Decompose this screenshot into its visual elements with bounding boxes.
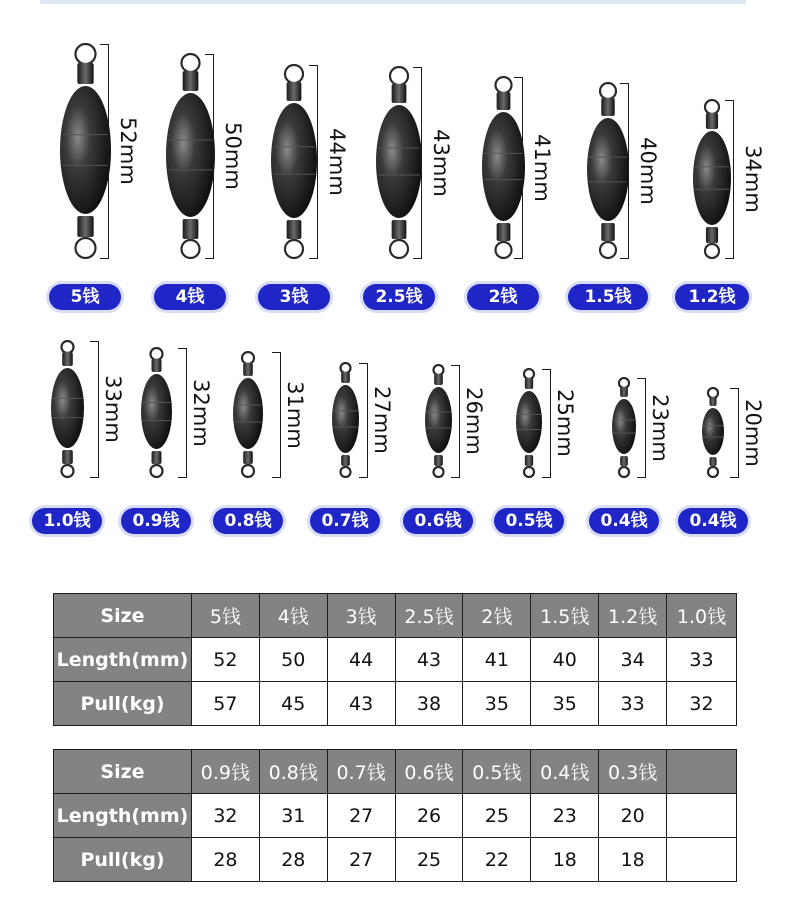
swivel-ring-bottom: [524, 467, 534, 477]
swivel-barrel-bottom: [243, 451, 253, 464]
sinker-image: [597, 377, 651, 478]
length-cell: 41: [463, 638, 531, 682]
length-cell: 31: [259, 794, 327, 838]
length-label: 44mm: [325, 127, 349, 196]
dimension-cap-top: [542, 369, 551, 370]
length-row: [54, 638, 737, 682]
length-header: Length(mm): [54, 794, 192, 838]
length-label: 27mm: [370, 386, 394, 454]
pull-row: [54, 682, 737, 726]
dimension-line: [280, 352, 281, 477]
size-cell: 3钱: [327, 594, 395, 638]
dimension-line: [367, 363, 368, 477]
pull-cell: 38: [395, 682, 463, 726]
swivel-barrel-top: [620, 387, 628, 397]
swivel-barrel-bottom: [434, 455, 443, 466]
sinker-image: [218, 351, 278, 478]
swivel-barrel-top: [341, 372, 350, 383]
length-label: 50mm: [221, 122, 245, 190]
dimension-line: [186, 348, 187, 477]
sinker-body: [516, 391, 542, 453]
swivel-ring-top: [619, 378, 629, 388]
swivel-ring-bottom: [61, 465, 73, 477]
length-cell: 44: [327, 638, 395, 682]
weight-badge: 0.6钱: [403, 508, 473, 534]
swivel-ring-top: [433, 365, 443, 375]
sinker-image: [317, 362, 374, 478]
length-cell: 50: [259, 638, 327, 682]
swivel-barrel-top: [709, 397, 716, 406]
weight-badge: 4钱: [154, 284, 226, 310]
dimension-line: [98, 341, 99, 477]
weight-badge: 0.4钱: [678, 508, 748, 534]
size-cell: [667, 750, 737, 794]
sinker-body: [332, 385, 359, 453]
weight-badge: 0.8钱: [213, 508, 283, 534]
sinker-body: [425, 387, 452, 453]
length-label: 41mm: [530, 133, 554, 202]
sinker-image: [36, 340, 99, 478]
swivel-barrel-bottom: [151, 451, 161, 464]
length-cell: 34: [599, 638, 667, 682]
length-label: 20mm: [741, 398, 765, 467]
size-cell: 0.8钱: [259, 750, 327, 794]
pull-cell: 18: [531, 838, 599, 882]
length-header: Length(mm): [54, 638, 192, 682]
length-cell: 32: [191, 794, 259, 838]
spec-table-2: [53, 749, 737, 882]
dimension-cap-top: [178, 348, 187, 349]
pull-cell: 18: [599, 838, 667, 882]
swivel-ring-bottom: [242, 465, 254, 477]
swivel-ring-bottom: [150, 465, 162, 477]
swivel-ring-bottom: [433, 467, 443, 477]
size-row: [54, 594, 737, 638]
length-label: 32mm: [189, 378, 213, 447]
length-label: 25mm: [553, 389, 577, 457]
dimension-cap-top: [451, 365, 460, 366]
size-row: [54, 750, 737, 794]
dimension-cap-top: [90, 341, 99, 342]
pull-header: Pull(kg): [54, 838, 192, 882]
size-cell: 1.0钱: [667, 594, 737, 638]
length-cell: 52: [191, 638, 259, 682]
pull-row: [54, 838, 737, 882]
swivel-barrel-top: [525, 378, 533, 389]
swivel-barrel-top: [243, 363, 253, 376]
swivel-ring-bottom: [340, 467, 350, 477]
sinker-body: [141, 374, 172, 449]
weight-badge: 2.5钱: [363, 284, 435, 310]
pull-cell: [667, 838, 737, 882]
weight-badge: 1.5钱: [568, 284, 648, 310]
dimension-cap-bottom: [637, 477, 646, 478]
length-cell: 43: [395, 638, 463, 682]
sinker-image: [126, 347, 187, 478]
swivel-barrel-top: [151, 359, 161, 372]
length-label: 40mm: [636, 136, 660, 205]
length-cell: 26: [395, 794, 463, 838]
sinker-body: [702, 408, 724, 455]
swivel-barrel-bottom: [709, 457, 716, 466]
dimension-cap-top: [359, 363, 368, 364]
sinker-image: [687, 387, 739, 478]
swivel-ring-bottom: [708, 467, 718, 477]
dimension-cap-top: [272, 352, 281, 353]
length-cell: 20: [599, 794, 667, 838]
swivel-barrel-top: [434, 374, 443, 385]
size-cell: 2.5钱: [395, 594, 463, 638]
size-cell: 0.9钱: [191, 750, 259, 794]
weight-badge: 0.5钱: [494, 508, 564, 534]
length-cell: [667, 794, 737, 838]
size-cell: 0.5钱: [463, 750, 531, 794]
weight-badge: 0.7钱: [310, 508, 380, 534]
swivel-barrel-top: [62, 352, 73, 366]
dimension-cap-bottom: [451, 477, 460, 478]
length-row: [54, 794, 737, 838]
dimension-cap-bottom: [542, 477, 551, 478]
weight-badge: 2钱: [467, 284, 539, 310]
size-header: Size: [54, 594, 192, 638]
dimension-cap-top: [730, 388, 739, 389]
dimension-cap-top: [637, 378, 646, 379]
swivel-barrel-bottom: [62, 450, 73, 464]
dimension-cap-bottom: [730, 477, 739, 478]
length-cell: 27: [327, 794, 395, 838]
pull-cell: 35: [531, 682, 599, 726]
dimension-cap-bottom: [178, 477, 187, 478]
length-label: 43mm: [429, 128, 453, 197]
dimension-line: [550, 369, 551, 477]
weight-badge: 1.0钱: [32, 508, 102, 534]
length-cell: 33: [667, 638, 737, 682]
dimension-cap-bottom: [272, 477, 281, 478]
swivel-ring-bottom: [619, 467, 629, 477]
weight-badge: 5钱: [49, 284, 121, 310]
dimension-line: [645, 378, 646, 477]
swivel-ring-top: [524, 369, 534, 379]
length-cell: 40: [531, 638, 599, 682]
swivel-barrel-bottom: [525, 455, 533, 466]
pull-cell: 28: [259, 838, 327, 882]
sinker-body: [612, 399, 636, 454]
sinker-image: [501, 368, 557, 478]
swivel-barrel-bottom: [620, 456, 628, 466]
length-label: 52mm: [116, 117, 140, 185]
pull-cell: 57: [191, 682, 259, 726]
sinker-body: [51, 368, 84, 448]
weight-badge: 0.4钱: [589, 508, 659, 534]
pull-cell: 22: [463, 838, 531, 882]
spec-table-1: [53, 593, 737, 726]
pull-cell: 28: [191, 838, 259, 882]
size-cell: 0.6钱: [395, 750, 463, 794]
weight-badge: 3钱: [258, 284, 330, 310]
swivel-ring-top: [242, 352, 254, 364]
size-cell: 5钱: [191, 594, 259, 638]
pull-cell: 32: [667, 682, 737, 726]
length-label: 33mm: [101, 375, 125, 443]
dimension-cap-bottom: [90, 477, 99, 478]
swivel-barrel-bottom: [341, 455, 350, 466]
size-cell: 0.4钱: [531, 750, 599, 794]
pull-cell: 43: [327, 682, 395, 726]
dimension-cap-bottom: [359, 477, 368, 478]
size-header: Size: [54, 750, 192, 794]
dimension-line: [459, 365, 460, 477]
size-cell: 4钱: [259, 594, 327, 638]
pull-header: Pull(kg): [54, 682, 192, 726]
size-cell: 1.5钱: [531, 594, 599, 638]
weight-badge: 1.2钱: [675, 284, 749, 310]
length-label: 34mm: [741, 145, 765, 213]
weight-badge: 0.9钱: [121, 508, 191, 534]
length-cell: 23: [531, 794, 599, 838]
size-cell: 0.3钱: [599, 750, 667, 794]
size-cell: 2钱: [463, 594, 531, 638]
length-label: 23mm: [648, 393, 672, 462]
sinker-body: [233, 378, 263, 449]
swivel-ring-top: [61, 341, 73, 353]
pull-cell: 33: [599, 682, 667, 726]
swivel-ring-top: [150, 348, 162, 360]
size-cell: 0.7钱: [327, 750, 395, 794]
length-cell: 25: [463, 794, 531, 838]
sinker-image: [410, 364, 467, 478]
length-label: 31mm: [283, 380, 307, 449]
swivel-ring-top: [708, 388, 718, 398]
pull-cell: 25: [395, 838, 463, 882]
pull-cell: 35: [463, 682, 531, 726]
pull-cell: 27: [327, 838, 395, 882]
length-label: 26mm: [462, 387, 486, 455]
pull-cell: 45: [259, 682, 327, 726]
swivel-ring-top: [340, 363, 350, 373]
dimension-line: [738, 388, 739, 477]
size-cell: 1.2钱: [599, 594, 667, 638]
